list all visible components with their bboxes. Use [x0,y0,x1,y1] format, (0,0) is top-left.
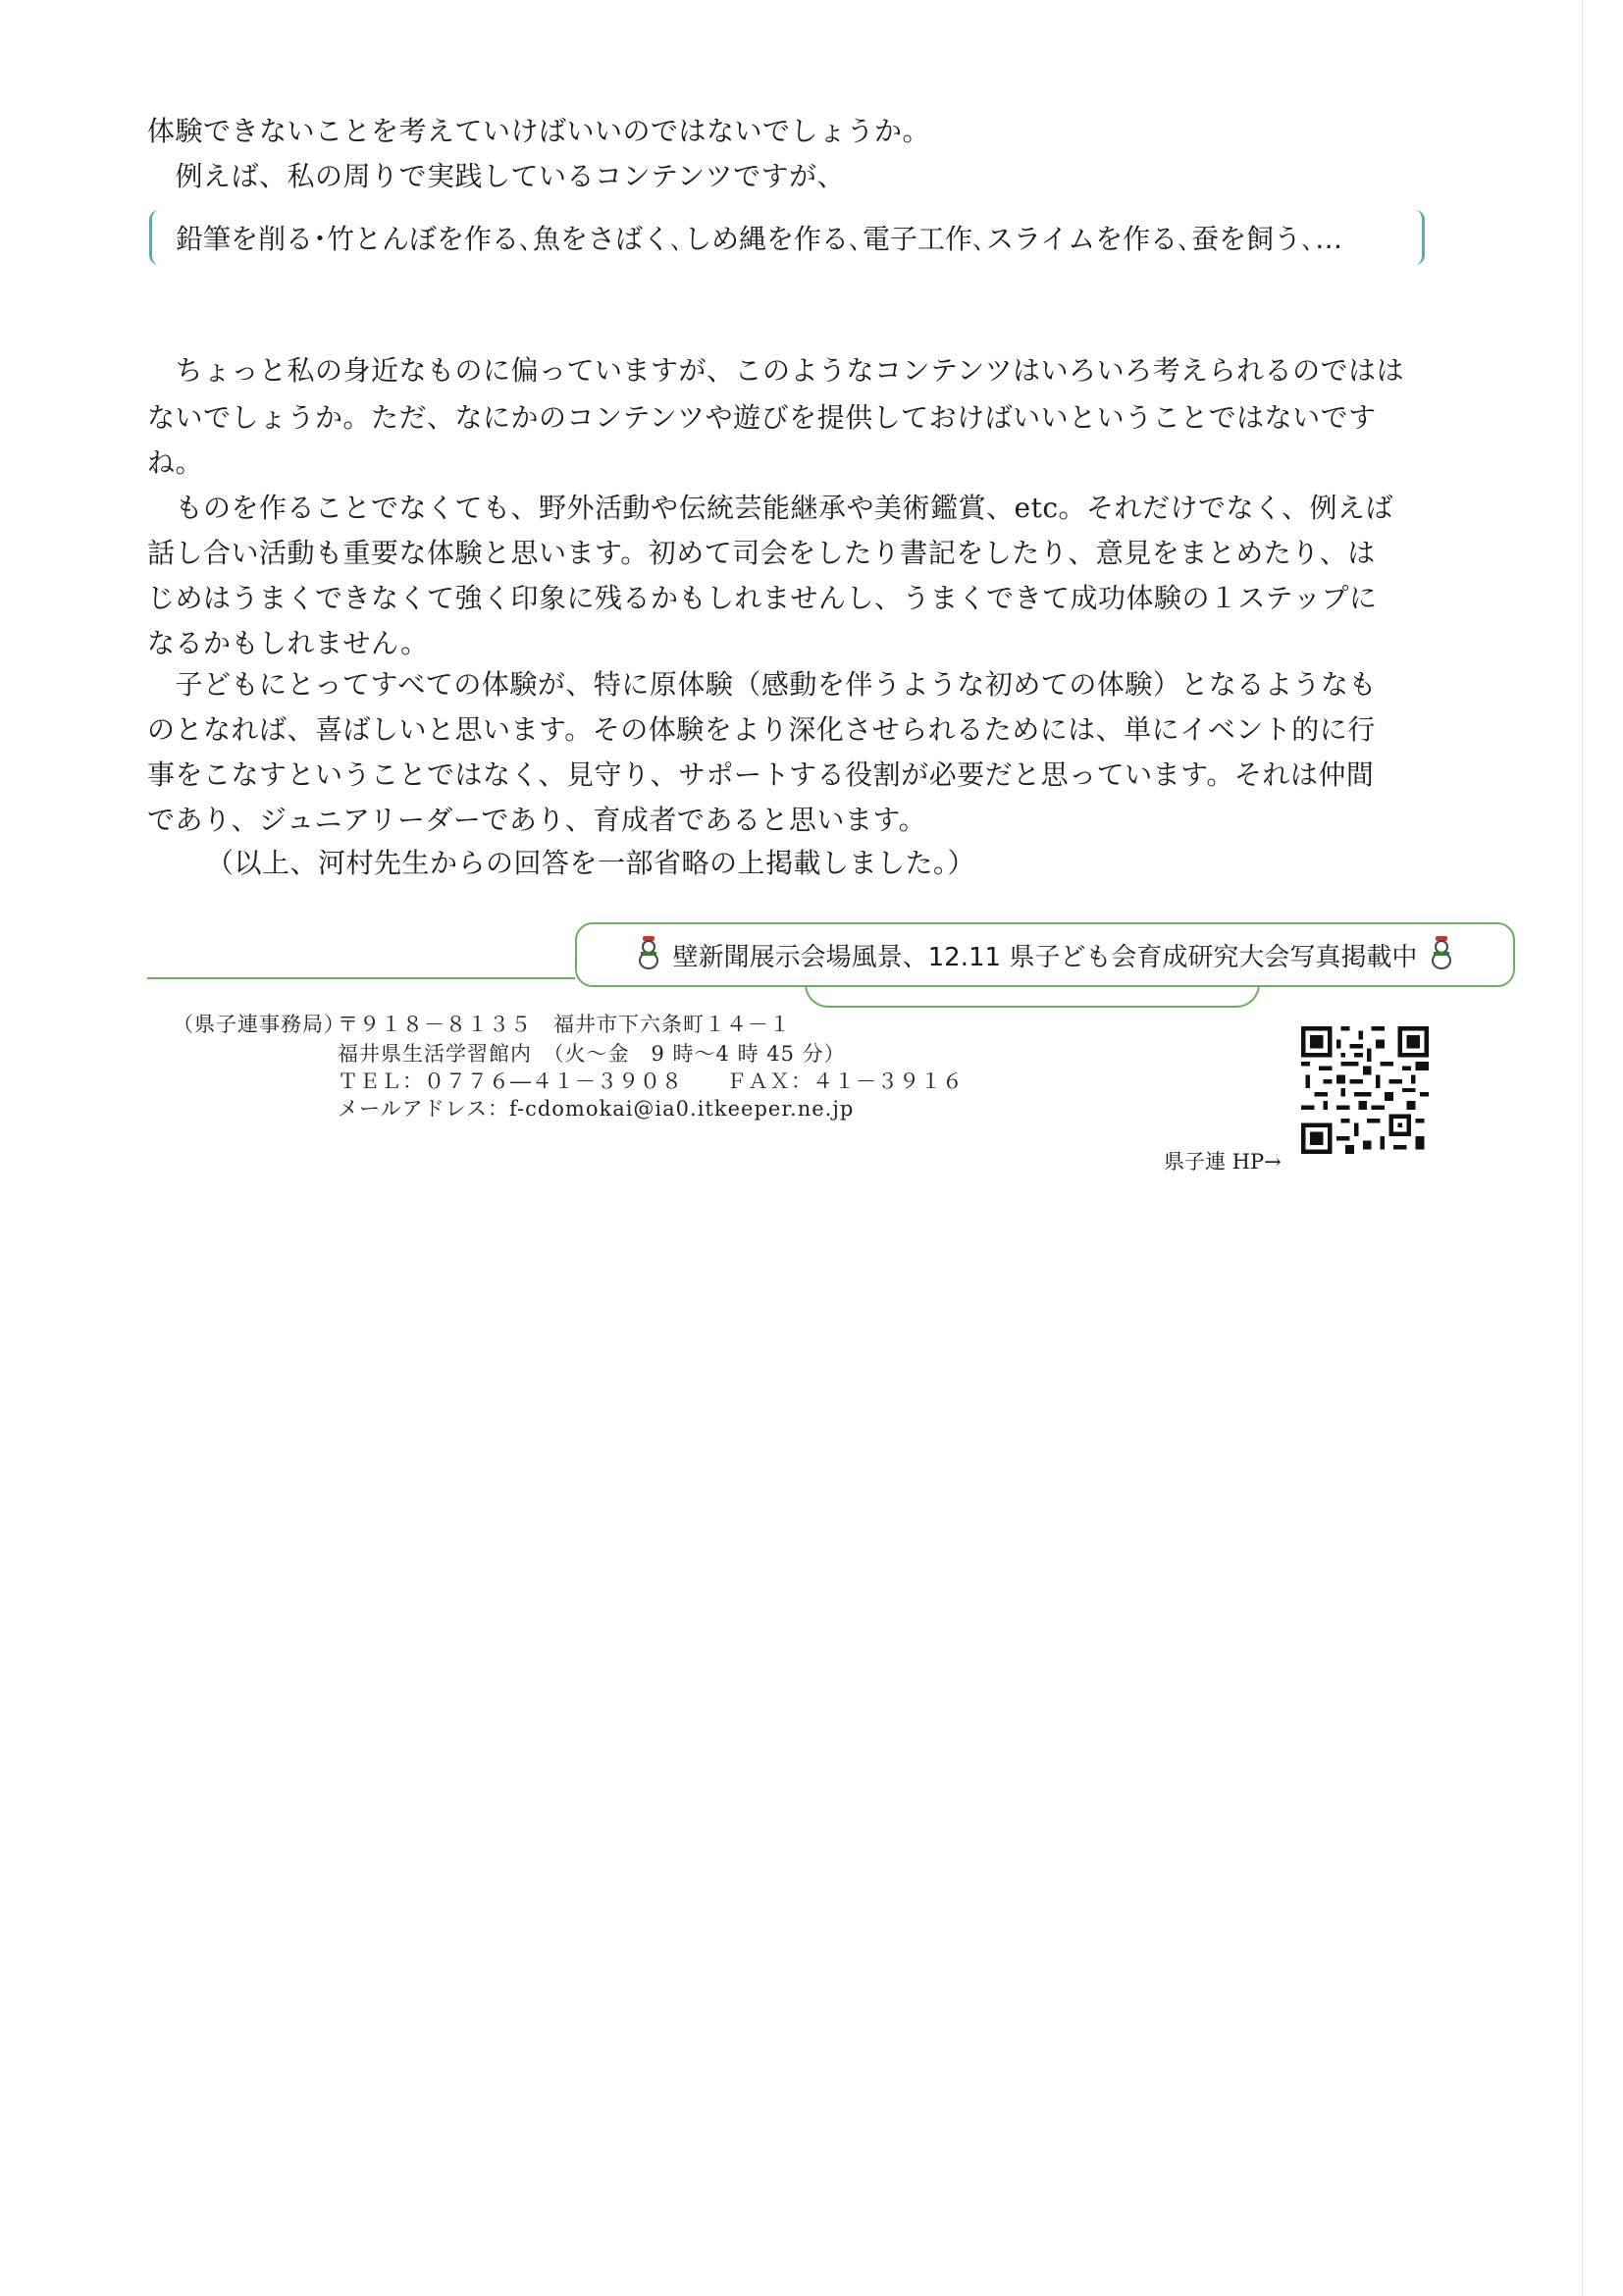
body-line: 体験できないことを考えていけばいいのではないでしょうか。 [147,115,931,147]
snowman-icon [1431,938,1452,971]
contact-building: 福井県生活学習館内 （火～金 9 時～4 時 45 分） [338,1042,846,1066]
qr-caption: 県子連 HP→ [1164,1150,1282,1174]
contact-phone: ＴＥＬ：０７７６―４１－３９０８ ＦＡＸ：４１－３９１６ [338,1070,964,1093]
body-line: ね。 [147,446,204,479]
body-line: ちょっと私の身近なものに偏っていますが、このようなコンテンツはいろいろ考えられるのではは [147,354,1405,387]
notice-text: 壁新聞展示会場風景、12.11 県子ども会育成研究大会写真掲載中 [672,942,1418,972]
body-line: のとなれば、喜ばしいと思います。その体験をより深化させられるためには、単にイベント的に行 [147,713,1376,746]
body-line: ものを作ることでなくても、野外活動や伝統芸能継承や美術鑑賞、etc。それだけでなく、例えば [147,492,1393,524]
footer-rule [147,977,575,979]
snowman-icon [638,938,659,971]
contact-postal: 〒９１８－８１３５ 福井市下六条町１４－１ [338,1013,791,1036]
notice-bubble-tail [805,984,1260,1008]
body-line: 話し合い活動も重要な体験と思います。初めて司会をしたり書記をしたり、意見をまとめたり、は [147,537,1376,569]
body-line: なるかもしれません。 [147,627,429,659]
page-edge [1582,0,1583,2296]
editor-note: （以上、河村先生からの回答を一部省略の上掲載しました。） [206,847,976,879]
body-line: であり、ジュニアリーダーであり、育成者であると思います。 [147,804,927,836]
body-line: 事をこなすということではなく、見守り、サポートする役割が必要だと思っています。それは仲間 [147,758,1375,791]
body-line: 子どもにとってすべての体験が、特に原体験（感動を伴うような初めての体験）となるようなも [147,668,1377,701]
contact-email[interactable]: メールアドレス：f-cdomokai@ia0.itkeeper.ne.jp [338,1097,855,1121]
content-examples-text: 鉛筆を削る･竹とんぼを作る､魚をさばく､しめ縄を作る､電子工作､スライムを作る､蚕を飼う､… [176,223,1343,255]
body-line: 例えば、私の周りで実践しているコンテンツですが、 [147,160,846,192]
body-line: ないでしょうか。ただ、なにかのコンテンツや遊びを提供しておけばいいということではないです [147,401,1377,434]
body-line: じめはうまくできなくて強く印象に残るかもしれませんし、うまくできて成功体験の１ステップに [147,582,1378,614]
notice-bubble [575,922,1515,987]
qr-code[interactable] [1301,1026,1429,1154]
contact-office: （県子連事務局） [173,1013,345,1036]
content-examples-box [149,210,1425,265]
